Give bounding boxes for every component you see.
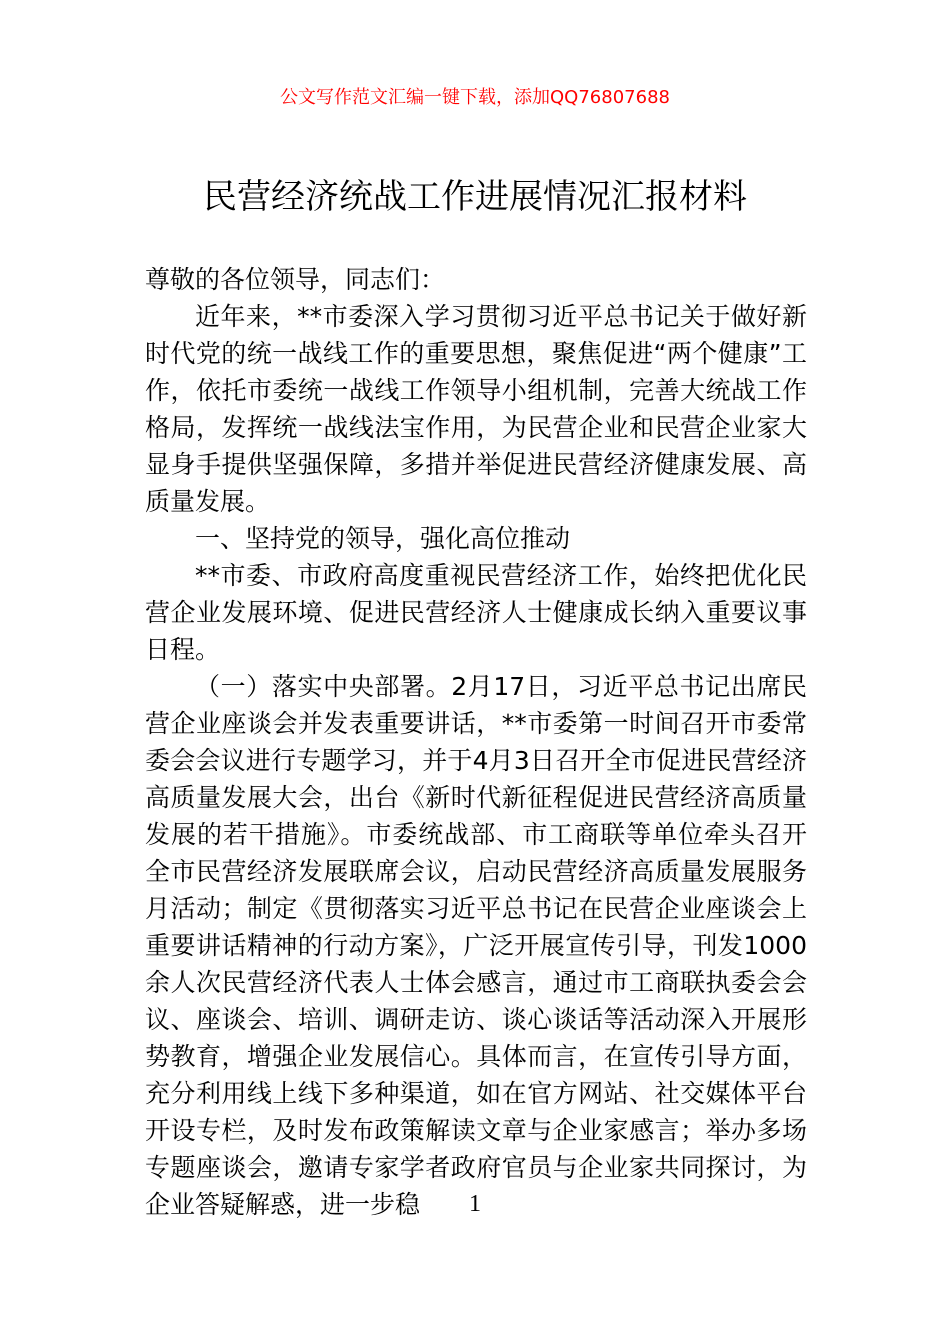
- section-heading-1: 一、坚持党的领导，强化高位推动: [195, 524, 571, 553]
- download-notice: 公文写作范文汇编一键下载，添加QQ76807688: [280, 87, 670, 108]
- salutation: 尊敬的各位领导，同志们：: [145, 265, 446, 294]
- page-number: 1: [469, 1191, 481, 1217]
- document-title: 民营经济统战工作进展情况汇报材料: [203, 177, 747, 217]
- intro-paragraph: 近年来，**市委深入学习贯彻习近平总书记关于做好新时代党的统一战线工作的重要思想，聚焦促进“两个健康”工作，依托市委统一战线工作领导小组机制，完善大统战工作格局，发挥统一战线法宝作用，为民营企业和民营企业家大显身手提供坚强保障，多措并举促进民营经济健康发展、高质量发展。: [145, 302, 807, 516]
- section-1-paragraph: **市委、市政府高度重视民营经济工作，始终把优化民营企业发展环境、促进民营经济人士健康成长纳入重要议事日程。: [145, 561, 807, 664]
- subsection-1-paragraph: （一）落实中央部署。2月17日，习近平总书记出席民营企业座谈会并发表重要讲话，**市委第一时间召开市委常委会会议进行专题学习，并于4月3日召开全市促进民营经济高质量发展大会，出台《新时代新征程促进民营经济高质量发展的若干措施》。市委统战部、市工商联等单位牵头召开全市民营经济发展联席会议，启动民营经济高质量发展服务月活动；制定《贯彻落实习近平总书记在民营企业座谈会上重要讲话精神的行动方案》，广泛开展宣传引导，刊发1000余人次民营经济代表人士体会感言，通过市工商联执委会会议、座谈会、培训、调研走访、谈心谈话等活动深入开展形势教育，增强企业发展信心。具体而言，在宣传引导方面，充分利用线上线下多种渠道，如在官方网站、社交媒体平台开设专栏，及时发布政策解读文章与企业家感言；举办多场专题座谈会，邀请专家学者政府官员与企业家共同探讨，为企业答疑解惑，进一步稳: [145, 672, 807, 1219]
- document-body: [145, 261, 807, 1223]
